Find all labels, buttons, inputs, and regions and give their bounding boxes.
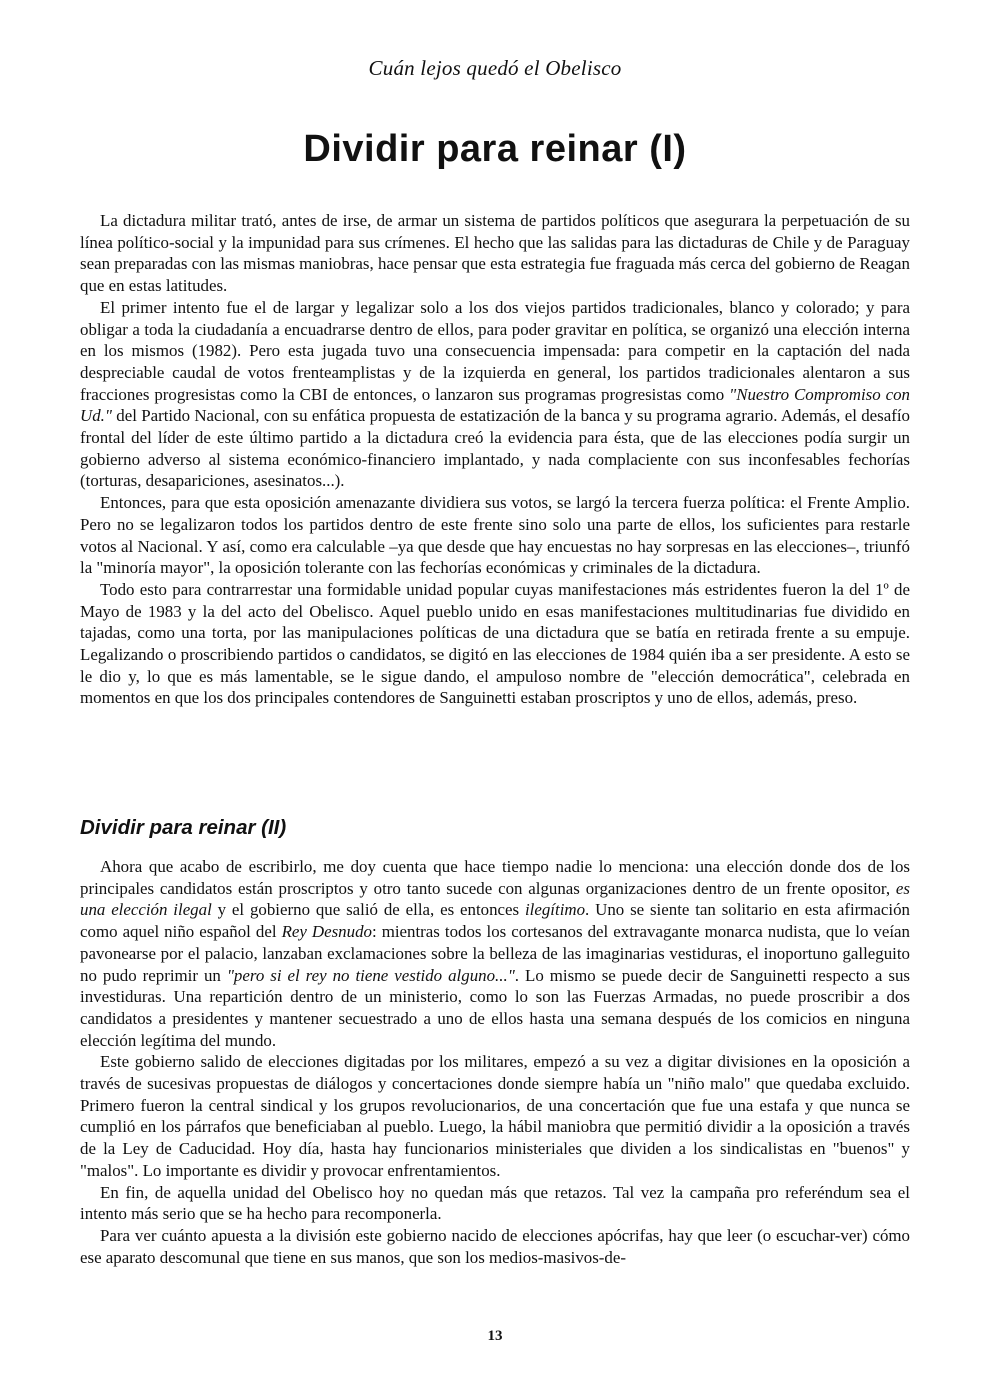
paragraph [80, 1182, 910, 1225]
page-number: 13 [487, 1328, 503, 1344]
paragraph [80, 1225, 910, 1268]
paragraph [80, 492, 910, 579]
text-run: Este gobierno salido de elecciones digitadas por los militares, empezó a su vez a digitar divisiones en la oposición a través de sucesivas propuestas de diálogos y concertaciones donde siempre había un "niño malo" que quedaba excluido. Primero fueron la central sindical y los grupos revolucionarios, de una concertación que fue una estafa y que nunca se cumplió en los párrafos que beneficiaban al pueblo. Luego, la hábil maniobra que permitió dividir a la oposición a través de la Ley de Caducidad. Hoy día, hasta hay funcionarios ministeriales que dividen a los sindicalistas en "buenos" y "malos". Lo importante es dividir y provocar enfrentamientos. [80, 1052, 910, 1180]
section-title-1: Dividir para reinar (I) [303, 128, 687, 170]
section-1-body [80, 210, 910, 709]
text-run: Todo esto para contrarrestar una formidable unidad popular cuyas manifestaciones más estridentes fueron la del 1º de Mayo de 1983 y la del acto del Obelisco. Aquel pueblo unido en esas manifestaciones multitudinarias fue dividido en tajadas, como una torta, por las manipulaciones políticas de una dictadura que se batía en retirada frente a su empuje. Legalizando o proscribiendo partidos o candidatos, se digitó en las elecciones de 1984 quién iba a ser presidente. A esto se le dio y, lo que es más lamentable, se le sigue dando, el ampuloso nombre de "elección democrática", celebrada en momentos en que los dos principales contendores de Sanguinetti estaban proscriptos y uno de ellos, además, preso. [80, 579, 910, 708]
text-run: . Lo mismo se puede decir de Sanguinetti respecto a sus investiduras. Una repartición dentro de un ministerio, como lo son las Fuerzas Armadas, no puede proscribir a dos candidatos a presidentes y mantener secuestrado a uno de ellos hasta una semana después de los comicios en ninguna elección legítima del mundo. [80, 965, 910, 1050]
section-title-2: Dividir para reinar (II) [80, 816, 287, 839]
text-run: del Partido Nacional, con su enfática propuesta de estatización de la banca y su programa agrario. Además, el desafío frontal del líder de este último partido a la dictadura creó la evidencia para ésta, que de las elecciones podía surgir un gobierno adverso al sistema económico-financiero implantado, y nada complaciente con sus inconfesables fechorías (torturas, desapariciones, asesinatos...). [80, 406, 910, 491]
italic-run: Rey Desnudo [281, 922, 372, 942]
italic-run: "Nuestro Compromiso con Ud." [80, 384, 910, 426]
text-run: y el gobierno que salió de ella, es entonces [211, 900, 525, 920]
running-header: Cuán lejos quedó el Obelisco [368, 56, 622, 80]
italic-run: ilegítimo [524, 900, 586, 920]
text-run: Entonces, para que esta oposición amenazante dividiera sus votos, se largó la tercera fuerza política: el Frente Amplio. Pero no se legalizaron todos los partidos dentro de este frente sino solo una parte de ellos, los suficientes para restarle votos al Nacional. Y así, como era calculable –ya que desde que hay encuestas no hay sorpresas en las elecciones–, triunfó la "minoría mayor", la oposición tolerante con las fechorías económicas y criminales de la dictadura. [80, 493, 910, 578]
text-run: Ahora que acabo de escribirlo, me doy cuenta que hace tiempo nadie lo menciona: una elección donde dos de los principales candidatos están proscriptos y otro tanto sucede con algunas organizaciones dentro de un frente opositor, [80, 857, 910, 898]
text-run: . Uno se siente tan solitario en esta afirmación como aquel niño español del [80, 900, 910, 942]
paragraph [80, 579, 910, 709]
text-run: En fin, de aquella unidad del Obelisco hoy no quedan más que retazos. Tal vez la campaña pro referéndum sea el intento más serio que se ha hecho para recomponerla. [80, 1182, 910, 1224]
section-2-body [80, 856, 910, 1268]
text-run: : mientras todos los cortesanos del extravagante monarca nudista, que lo veían pavonearse por el palacio, lanzaban exclamaciones sobre la belleza de las imaginarias vestiduras, el inoportuno galleguito no pudo reprimir un [80, 922, 911, 985]
paragraph [80, 297, 910, 492]
paragraph [80, 210, 910, 297]
italic-run: "pero si el rey no tiene vestido alguno..." [226, 965, 515, 985]
text-run: La dictadura militar trató, antes de irse, de armar un sistema de partidos políticos que asegurara la perpetuación de su línea político-social y la impunidad para sus crímenes. El hecho que las salidas para las dictaduras de Chile y de Paraguay sean preparadas con las mismas maniobras, hace pensar que esta estrategia fue fraguada más cerca del gobierno de Reagan que en estas latitudes. [80, 211, 910, 296]
text-run: Para ver cuánto apuesta a la división este gobierno nacido de elecciones apócrifas, hay que leer (o escuchar-ver) cómo ese aparato descomunal que tiene en sus manos, que son los medios-masivos-de- [80, 1225, 910, 1267]
text-run: El primer intento fue el de largar y legalizar solo a los dos viejos partidos tradicionales, blanco y colorado; y para obligar a toda la ciudadanía a encuadrarse dentro de ellos, para poder gravitar en política, se organizó una elección interna en los mismos (1982). Pero esta jugada tuvo una consecuencia impensada: para competir en la captación del nada despreciable caudal de votos frenteamplistas y de la izquierda en general, los partidos tradicionales alentaron a sus fracciones progresistas como la CBI de entonces, o lanzaron sus programas progresistas como [80, 297, 910, 404]
italic-run: es una elección ilegal [80, 878, 910, 920]
paragraph [80, 1051, 910, 1181]
paragraph [80, 856, 910, 1051]
